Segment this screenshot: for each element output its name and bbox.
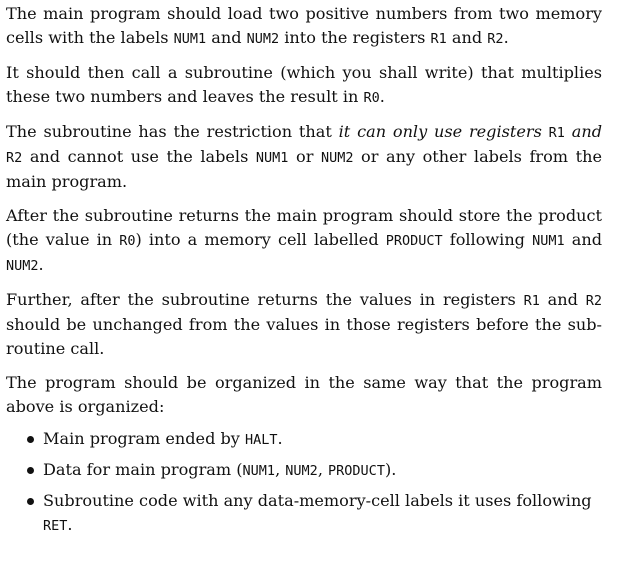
text: and — [564, 230, 603, 249]
text: , — [275, 460, 286, 479]
text: The subroutine has the restriction that — [6, 122, 339, 141]
text: and — [539, 290, 586, 309]
paragraph-organization — [6, 371, 602, 419]
code-r1: R1 — [523, 293, 540, 309]
text: The program should be organized in the same way that the program above is organized: — [6, 373, 602, 416]
text: After the subroutine returns the main program should store the product (the value in — [6, 206, 602, 249]
text: and — [446, 28, 488, 47]
text: The main program should load two positive numbers from two memory cells with the labels — [6, 4, 602, 47]
text: . — [38, 255, 44, 274]
code-num2: NUM2 — [320, 150, 354, 166]
assignment-text — [6, 2, 602, 544]
text: and — [206, 28, 247, 47]
text: . — [277, 429, 283, 448]
text: Further, after the subroutine returns the values in registers — [6, 290, 524, 309]
text: . — [379, 87, 385, 106]
paragraph-restriction — [6, 120, 602, 194]
code-product: PRODUCT — [385, 233, 443, 249]
text: and cannot use the labels — [22, 147, 256, 166]
emphasis-text: it can only use registers — [338, 122, 549, 141]
text: should be unchanged from the values in those registers before the sub-routine call. — [6, 315, 602, 358]
bullet-icon — [27, 467, 34, 474]
paragraph-call-subroutine — [6, 61, 602, 110]
paragraph-load-numbers — [6, 2, 602, 51]
organization-list — [6, 427, 602, 538]
code-r2: R2 — [487, 31, 504, 47]
text: or any other labels from the main program. — [6, 147, 602, 191]
text: , — [317, 460, 329, 479]
code-num1: NUM1 — [255, 150, 289, 166]
paragraph-store-product — [6, 204, 602, 278]
emphasis-text: and — [564, 122, 603, 141]
code-num1: NUM1 — [173, 31, 207, 47]
text: ) into a memory cell labelled — [135, 230, 386, 249]
code-r0: R0 — [119, 233, 136, 249]
code-halt: HALT — [245, 432, 278, 448]
text: Main program ended by — [43, 429, 245, 448]
code-r1: R1 — [548, 125, 565, 141]
list-item — [6, 427, 602, 452]
code-r2: R2 — [585, 293, 602, 309]
code-r2: R2 — [6, 150, 23, 166]
code-num2: NUM2 — [6, 258, 39, 274]
code-num1: NUM1 — [242, 463, 276, 479]
text: It should then call a subroutine (which you shall write) that multiplies these two numbers and leaves the result in — [6, 63, 602, 106]
code-num1: NUM1 — [532, 233, 565, 249]
text: . — [67, 515, 73, 534]
code-r1: R1 — [430, 31, 447, 47]
code-num2: NUM2 — [285, 463, 318, 479]
bullet-icon — [27, 436, 34, 443]
code-product: PRODUCT — [328, 463, 385, 479]
text: or — [288, 147, 321, 166]
code-r0: R0 — [363, 90, 380, 106]
text: Subroutine code with any data-memory-cell labels it uses following — [43, 491, 592, 510]
paragraph-registers-unchanged — [6, 288, 602, 361]
text: Data for main program ( — [43, 460, 243, 479]
text: ). — [384, 460, 397, 479]
list-item — [6, 458, 602, 483]
text: following — [442, 230, 533, 249]
code-ret: RET — [43, 518, 68, 534]
code-num2: NUM2 — [246, 31, 280, 47]
text: . — [503, 28, 509, 47]
bullet-icon — [27, 498, 34, 505]
text: into the registers — [279, 28, 431, 47]
list-item — [6, 489, 602, 538]
